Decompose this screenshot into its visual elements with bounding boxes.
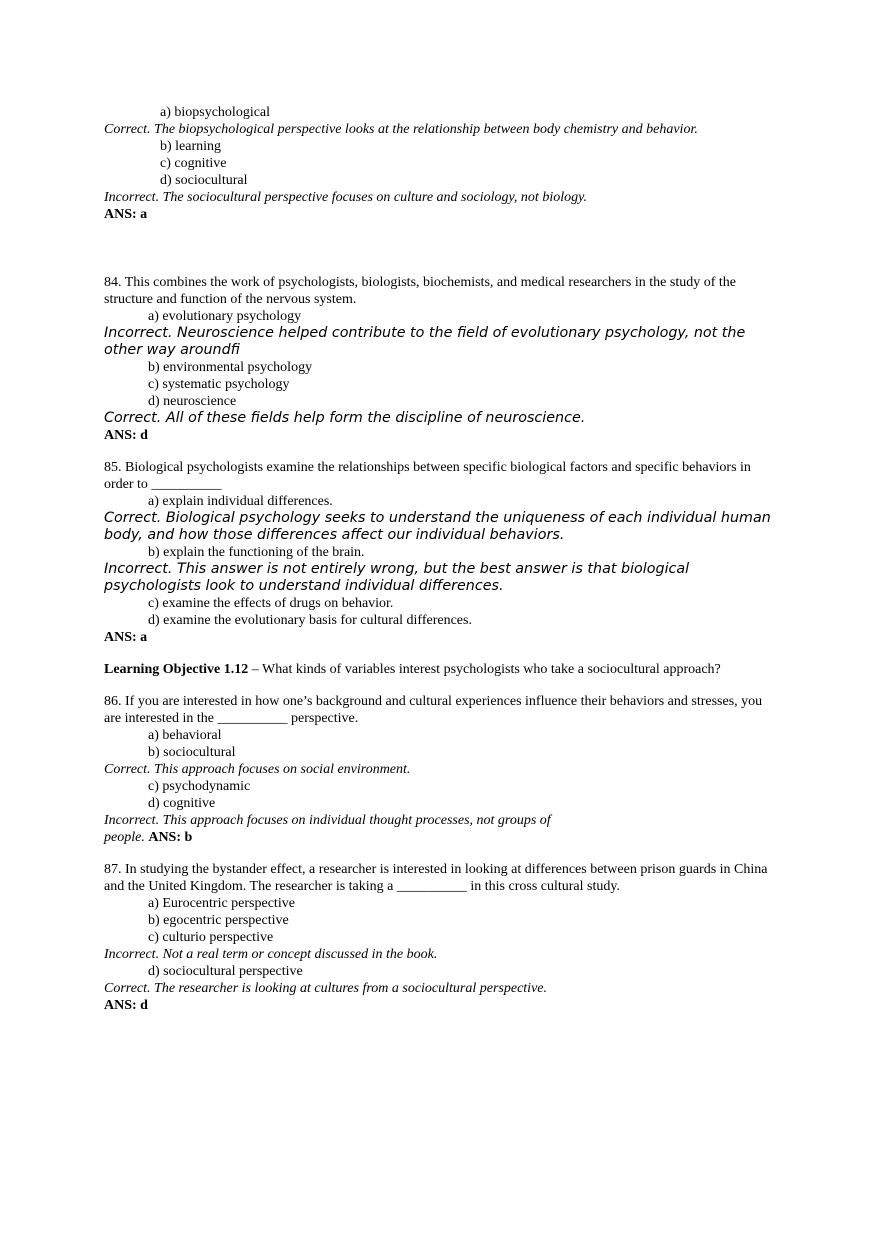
learning-objective: [104, 661, 776, 678]
option-a: a) evolutionary psychology: [148, 309, 302, 324]
feedback-incorrect: Incorrect. This answer is not entirely wrong, but the best answer is that biological psychologists look to understand individual differences.: [104, 561, 690, 594]
feedback-incorrect: Incorrect. This approach focuses on individual thought processes, not groups of people.: [104, 813, 551, 845]
option-d: d) sociocultural perspective: [148, 964, 303, 979]
option-b: b) environmental psychology: [148, 360, 313, 375]
answer-key: ANS: d: [104, 428, 148, 443]
question-stem: 86. If you are interested in how one’s background and cultural experiences influence their behaviors and stresses, you are interested in the __________ perspective.: [104, 694, 763, 726]
option-a: a) explain individual differences.: [148, 494, 333, 509]
feedback-correct: Correct. The biopsychological perspective looks at the relationship between body chemistry and behavior.: [104, 122, 698, 137]
option-b: b) explain the functioning of the brain.: [148, 545, 365, 560]
option-d: d) neuroscience: [148, 394, 237, 409]
answer-key: ANS: a: [104, 630, 148, 645]
feedback-correct: Correct. Biological psychology seeks to understand the uniqueness of each individual human body, and how those differences affect our individual behaviors.: [104, 510, 771, 543]
option-b: b) learning: [160, 139, 222, 154]
option-d: d) cognitive: [148, 796, 216, 811]
feedback-correct: Correct. This approach focuses on social environment.: [104, 762, 411, 777]
question-stem: 84. This combines the work of psychologists, biologists, biochemists, and medical researchers in the study of the structure and function of the nervous system.: [104, 275, 736, 307]
question-block-87: [104, 861, 776, 1014]
option-c: c) systematic psychology: [148, 377, 290, 392]
option-a: a) Eurocentric perspective: [148, 896, 295, 911]
option-c: c) psychodynamic: [148, 779, 251, 794]
learning-objective-text: – What kinds of variables interest psychologists who take a sociocultural approach?: [248, 662, 721, 677]
option-d: d) examine the evolutionary basis for cultural differences.: [148, 613, 472, 628]
option-a: a) behavioral: [148, 728, 222, 743]
learning-objective-label: Learning Objective 1.12: [104, 662, 249, 677]
feedback-with-answer: [104, 812, 574, 846]
option-c: c) cognitive: [160, 156, 227, 171]
question-block-84: [104, 274, 776, 444]
document-page: [104, 104, 776, 1014]
feedback-incorrect: Incorrect. Neuroscience helped contribute to the field of evolutionary psychology, not the other way aroundfi: [104, 325, 746, 358]
feedback-correct: Correct. All of these fields help form the discipline of neuroscience.: [104, 410, 586, 426]
question-stem: 85. Biological psychologists examine the relationships between specific biological factors and specific behaviors in order to __________: [104, 460, 751, 492]
option-a: a) biopsychological: [160, 105, 271, 120]
option-c: c) examine the effects of drugs on behavior.: [148, 596, 394, 611]
answer-key: ANS: a: [104, 207, 148, 222]
question-block-83: [104, 104, 776, 223]
option-c: c) culturio perspective: [148, 930, 274, 945]
question-stem: 87. In studying the bystander effect, a researcher is interested in looking at differences between prison guards in China and the United Kingdom. The researcher is taking a __________ in this cross cultural study.: [104, 862, 768, 894]
feedback-correct: Correct. The researcher is looking at cultures from a sociocultural perspective.: [104, 981, 548, 996]
question-block-86: [104, 693, 776, 846]
option-b: b) sociocultural: [148, 745, 236, 760]
question-block-85: [104, 459, 776, 646]
option-b: b) egocentric perspective: [148, 913, 289, 928]
feedback-incorrect: Incorrect. Not a real term or concept discussed in the book.: [104, 947, 438, 962]
answer-key: ANS: b: [148, 830, 193, 845]
option-d: d) sociocultural: [160, 173, 248, 188]
feedback-incorrect: Incorrect. The sociocultural perspective focuses on culture and sociology, not biology.: [104, 190, 588, 205]
answer-key: ANS: d: [104, 998, 148, 1013]
